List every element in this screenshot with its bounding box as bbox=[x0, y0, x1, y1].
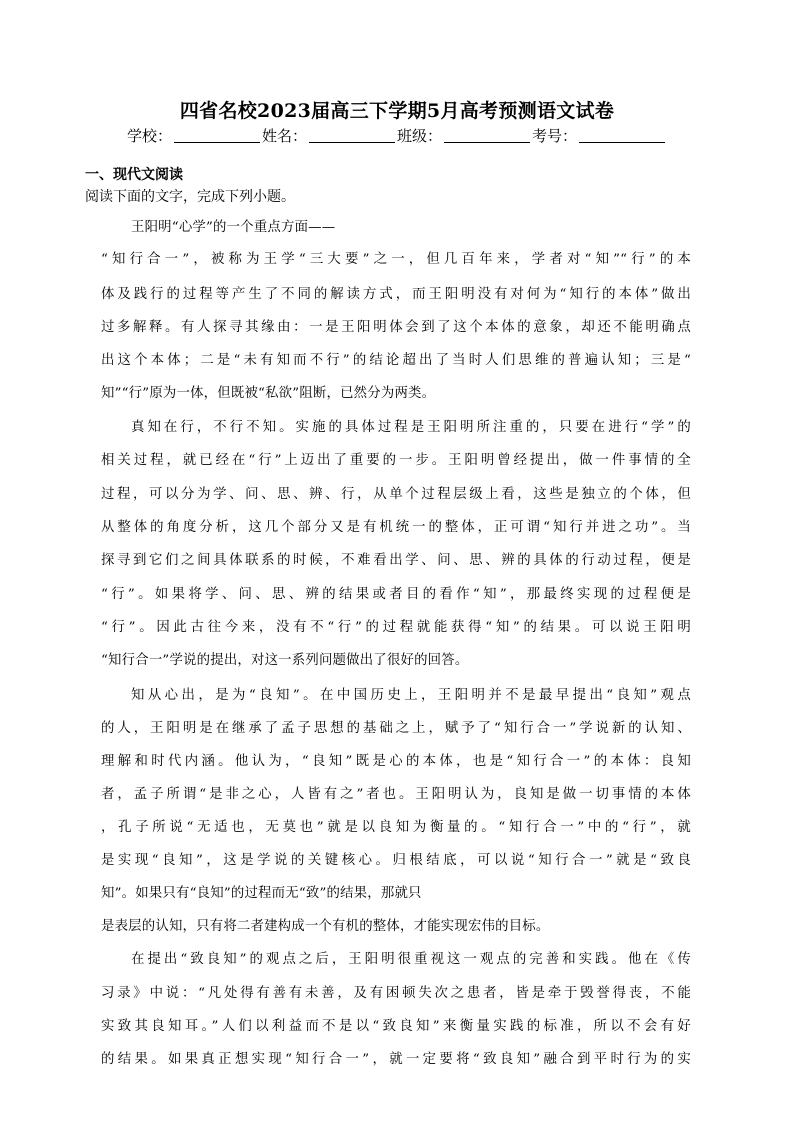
class-label: 班级： bbox=[397, 127, 443, 145]
passage-line: 理解和时代内涵。他认为，“良知”既是心的本体，也是“知行合一”的本体：良知 bbox=[101, 754, 691, 769]
passage-line: 知”。如果只有“良知”的过程而无“致”的结果，那就只 bbox=[101, 886, 422, 901]
name-blank[interactable] bbox=[309, 128, 395, 143]
passage-line: 知从心出，是为“良知”。在中国历史上，王阳明并不是最早提出“良知”观点 bbox=[131, 688, 691, 703]
class-blank[interactable] bbox=[444, 128, 530, 143]
passage-line: 习录》中说：“凡处得有善有未善，及有困顿失次之患者，皆是牵于毁誉得丧，不能 bbox=[101, 986, 691, 1001]
exam-title: 四省名校2023届高三下学期5月高考预测语文试卷 bbox=[179, 100, 615, 122]
passage-line: 是实现“良知”，这是学说的关键核心。归根结底，可以说“知行合一”就是“致良 bbox=[101, 853, 691, 868]
passage-line: 的结果。如果真正想实现“知行合一”，就一定要将“致良知”融合到平时行为的实 bbox=[101, 1052, 691, 1067]
school-label: 学校： bbox=[126, 127, 172, 145]
passage-line: 相关过程，就已经在“行”上迈出了重要的一步。王阳明曾经提出，做一件事情的全 bbox=[101, 453, 691, 468]
passage-line: 实致其良知耳。”人们以利益而不是以“致良知”来衡量实践的标准，所以不会有好 bbox=[101, 1019, 691, 1034]
passage-line: 探寻到它们之间具体联系的时候，不难看出学、问、思、辨的具体的行动过程，便是 bbox=[101, 553, 691, 568]
school-blank[interactable] bbox=[174, 128, 260, 143]
reading-instruction: 阅读下面的文字，完成下列小题。 bbox=[85, 189, 295, 205]
name-label: 姓名： bbox=[261, 127, 307, 145]
student-info-row bbox=[0, 125, 794, 147]
number-label: 考号： bbox=[532, 127, 578, 145]
passage-line: 出这个本体；二是“未有知而不行”的结论超出了当时人们思维的普遍认知；三是“ bbox=[101, 353, 691, 368]
section-heading: 一、现代文阅读 bbox=[85, 167, 183, 183]
passage-line: ，孔子所说“无适也，无莫也”就是以良知为衡量的。“知行合一”中的“行”，就 bbox=[101, 820, 691, 835]
passage-line: “知行合一”学说的提出，对这一系列问题做出了很好的回答。 bbox=[101, 653, 469, 668]
passage-line: 在提出“致良知”的观点之后，王阳明很重视这一观点的完善和实践。他在《传 bbox=[131, 952, 691, 967]
passage-line: 者，孟子所谓“是非之心，人皆有之”者也。王阳明认为，良知是做一切事情的本体 bbox=[101, 787, 691, 802]
passage-line: 知”“行”原为一体，但既被“私欲”阻断，已然分为两类。 bbox=[101, 386, 436, 401]
number-blank[interactable] bbox=[579, 128, 665, 143]
passage-line: 过程，可以分为学、问、思、辨、行，从单个过程层级上看，这些是独立的个体，但 bbox=[101, 487, 691, 502]
passage-line: “行”。如果将学、问、思、辨的结果或者目的看作“知”，那最终实现的过程便是 bbox=[101, 587, 691, 602]
passage-line: 是表层的认知，只有将二者建构成一个有机的整体，才能实现宏伟的目标。 bbox=[101, 919, 550, 934]
passage-line: “行”。因此古往今来，没有不“行”的过程就能获得“知”的结果。可以说王阳明 bbox=[101, 620, 691, 635]
passage-line: 过多解释。有人探寻其缘由：一是王阳明体会到了这个本体的意象，却还不能明确点 bbox=[101, 320, 691, 335]
passage-line: 体及践行的过程等产生了不同的解读方式，而王阳明没有对何为“知行的本体”做出 bbox=[101, 287, 691, 302]
passage-line: 真知在行，不行不知。实施的具体过程是王阳明所注重的，只要在进行“学”的 bbox=[131, 420, 691, 435]
passage-line: “知行合一”，被称为王学“三大要”之一，但几百年来，学者对“知”“行”的本 bbox=[101, 252, 691, 267]
passage-line: 从整体的角度分析，这几个部分又是有机统一的整体，正可谓“知行并进之功”。当 bbox=[101, 520, 691, 535]
passage-line: 王阳明“心学”的一个重点方面—— bbox=[131, 220, 336, 235]
passage-line: 的人，王阳明是在继承了孟子思想的基础之上，赋予了“知行合一”学说新的认知、 bbox=[101, 721, 691, 736]
